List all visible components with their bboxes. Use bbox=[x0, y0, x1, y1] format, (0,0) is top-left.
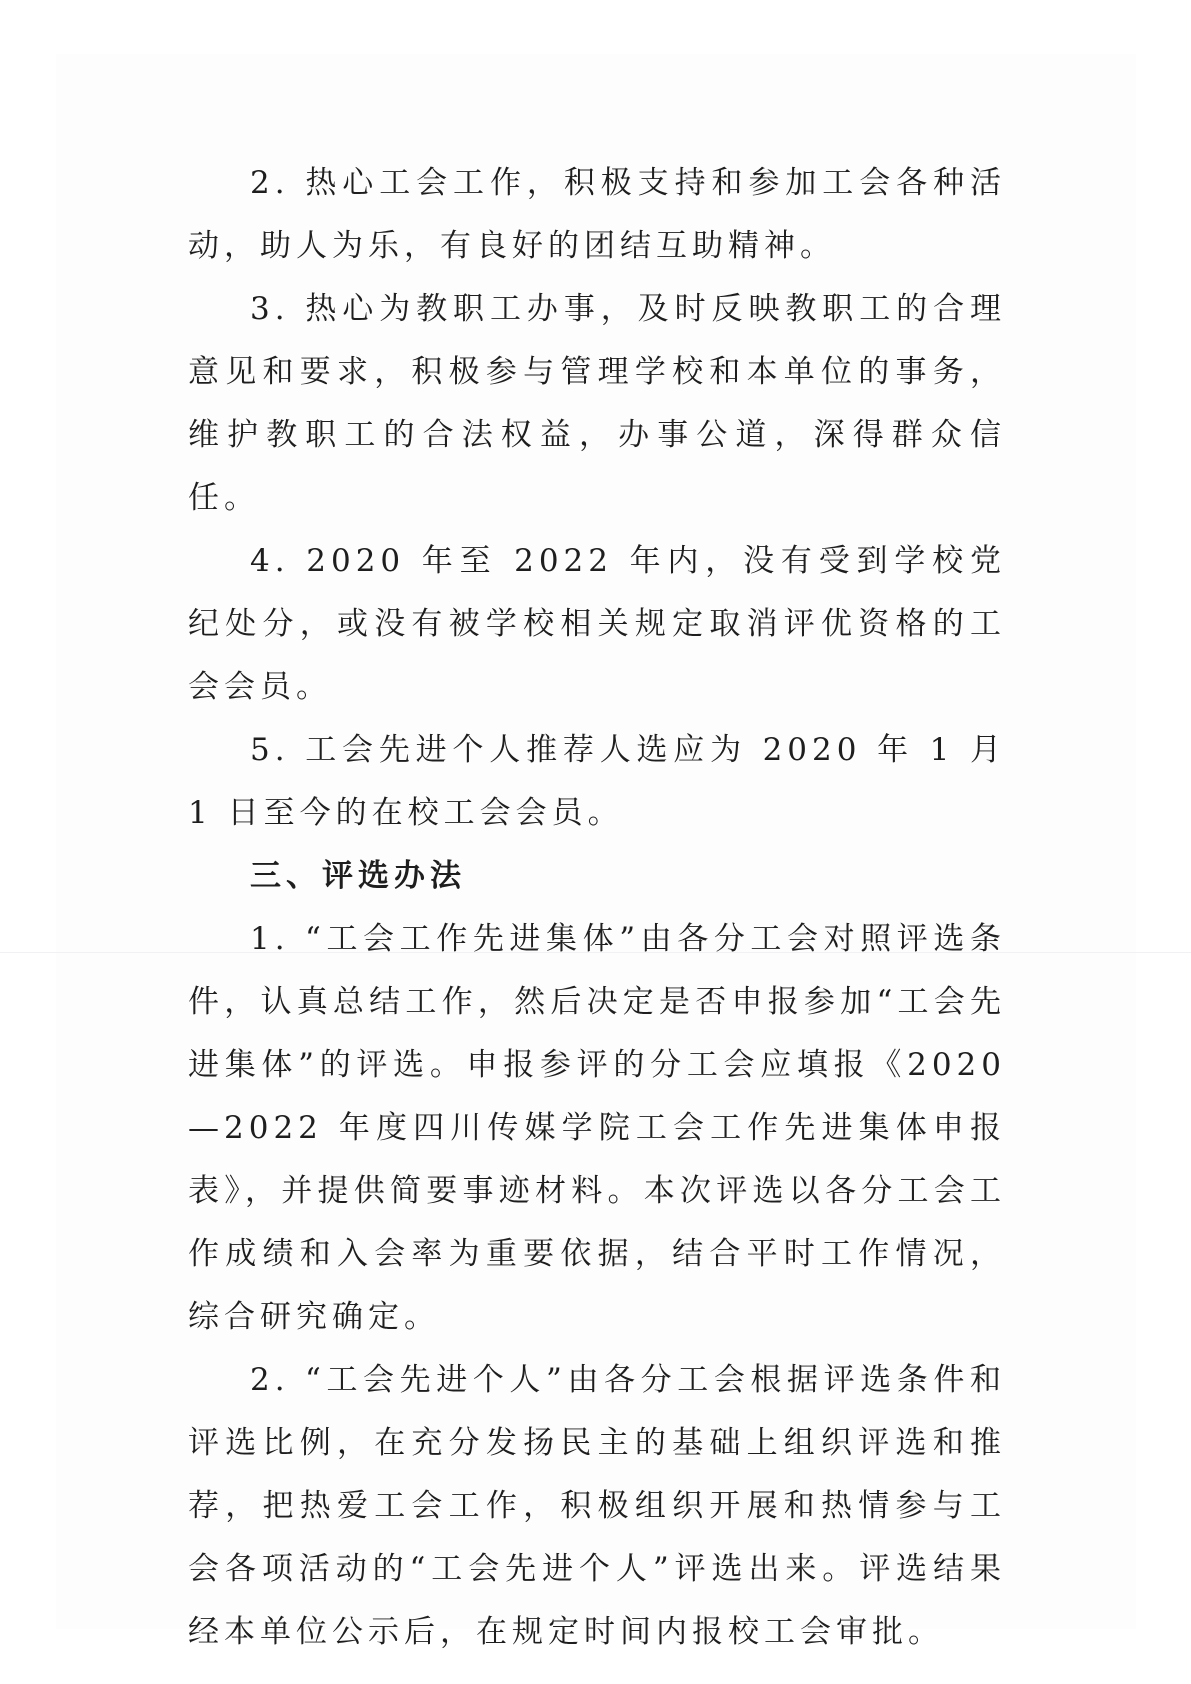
criterion-2-paragraph: 2. 热心工会工作，积极支持和参加工会各种活动，助人为乐，有良好的团结互助精神。 bbox=[188, 165, 1006, 264]
section-heading-evaluation-method: 三、评选办法 bbox=[250, 858, 466, 894]
criterion-5-paragraph: 5. 工会先进个人推荐人选应为 2020 年 1 月 1 日至今的在校工会会员。 bbox=[188, 732, 1006, 831]
document-body bbox=[188, 152, 1006, 1664]
criterion-4-paragraph: 4. 2020 年至 2022 年内，没有受到学校党纪处分，或没有被学校相关规定取消评优资格的工会会员。 bbox=[188, 543, 1006, 705]
method-2-paragraph: 2. “工会先进个人”由各分工会根据评选条件和评选比例，在充分发扬民主的基础上组织评选和推荐，把热爱工会工作，积极组织开展和热情参与工会各项活动的“工会先进个人”评选出来。评选结果经本单位公示后，在规定时间内报校工会审批。 bbox=[188, 1362, 1006, 1650]
criterion-3-paragraph: 3. 热心为教职工办事，及时反映教职工的合理意见和要求，积极参与管理学校和本单位的事务，维护教职工的合法权益，办事公道，深得群众信任。 bbox=[188, 291, 1006, 516]
method-1-paragraph: 1. “工会工作先进集体”由各分工会对照评选条件，认真总结工作，然后决定是否申报参加“工会先进集体”的评选。申报参评的分工会应填报《2020—2022 年度四川传媒学院工会工作先进集体申报表》，并提供简要事迹材料。本次评选以各分工会工作成绩和入会率为重要依据，结合平时工作情况，综合研究确定。 bbox=[188, 921, 1006, 1335]
